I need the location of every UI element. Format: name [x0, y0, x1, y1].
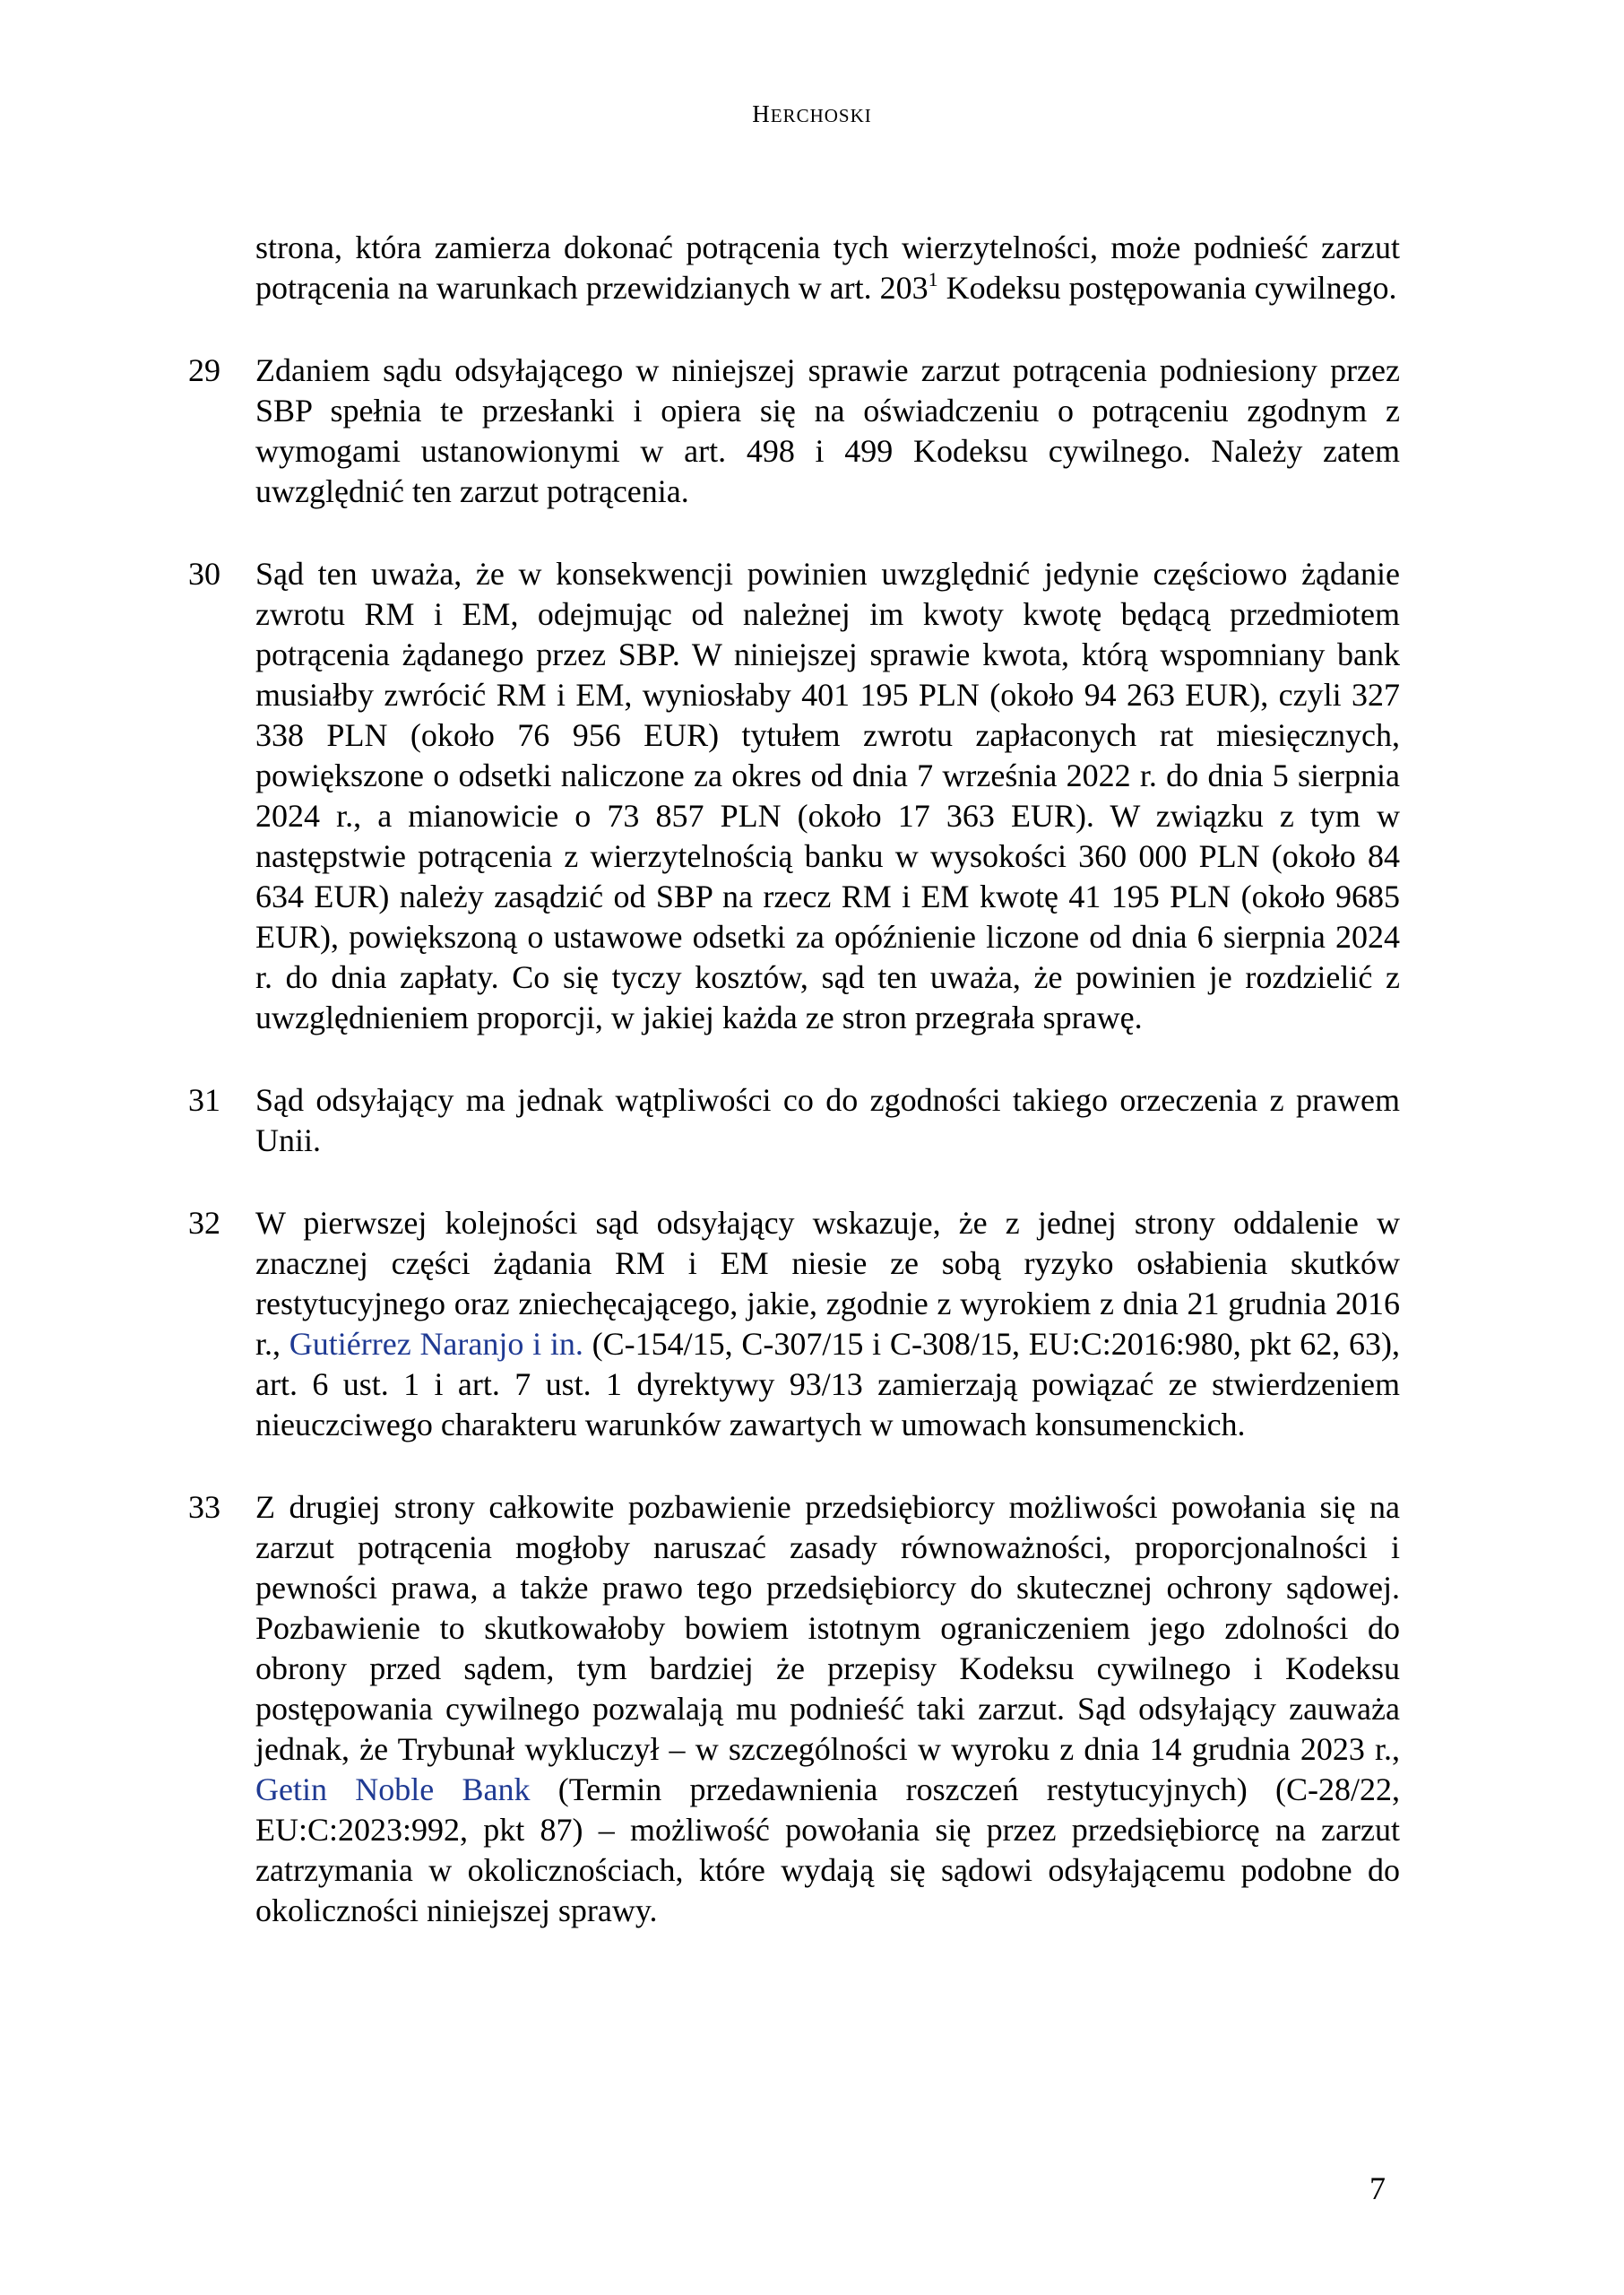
footnote-superscript: 1 — [928, 268, 938, 290]
paragraph-number: 30 — [188, 556, 220, 592]
header-rest: ERCHOSKI — [770, 105, 872, 126]
paragraph-30 — [188, 554, 1400, 1038]
paragraph-32 — [188, 1203, 1400, 1445]
paragraph-number: 33 — [188, 1489, 220, 1525]
paragraph-number: 29 — [188, 352, 220, 388]
paragraph-29 — [188, 351, 1400, 512]
paragraph-text: Zdaniem sądu odsyłającego w niniejszej sprawie zarzut potrącenia podniesiony przez SBP spełnia te przesłanki i opiera się na oświadczeniu o potrąceniu zgodnym z wymogami ustanowionymi w art. 498 i 499 Kodeksu cywilnego. Należy zatem uwzględnić ten zarzut potrącenia. — [255, 352, 1400, 509]
paragraph-number: 32 — [188, 1205, 220, 1241]
paragraph-text — [255, 228, 1400, 308]
paragraph-text-part: Kodeksu postępowania cywilnego. — [937, 270, 1397, 306]
paragraph-text — [255, 1203, 1400, 1445]
paragraph-text-part: strona, która zamierza dokonać potrącenia tych wierzytelności, może podnieść zarzut potrącenia na warunkach przewidzianych w art. 203 — [255, 230, 1400, 306]
paragraph-text-part: W pierwszej kolejności sąd odsyłający wskazuje, że z jednej strony oddalenie w znacznej części żądania RM i EM niesie ze sobą ryzyko osłabienia skutków restytucyjnego oraz zniechęcającego, jakie, zgodnie z wyrokiem z dnia 21 grudnia 2016 r., — [255, 1205, 1400, 1362]
paragraph-text: Sąd odsyłający ma jednak wątpliwości co do zgodności takiego orzeczenia z prawem Unii. — [255, 1082, 1400, 1158]
paragraph-31 — [188, 1080, 1400, 1161]
paragraph-33 — [188, 1487, 1400, 1931]
case-link-gutierrez-naranjo[interactable]: Gutiérrez Naranjo i in. — [289, 1326, 583, 1362]
paragraph-text: Sąd ten uważa, że w konsekwencji powinien uwzględnić jedynie częściowo żądanie zwrotu RM i EM, odejmując od należnej im kwoty kwotę będącą przedmiotem potrącenia żądanego przez SBP. W niniejszej sprawie kwota, którą wspomniany bank musiałby zwrócić RM i EM, wyniosłaby 401 195 PLN (około 94 263 EUR), czyli 327 338 PLN (około 76 956 EUR) tytułem zwrotu zapłaconych rat miesięcznych, powiększone o odsetki naliczone za okres od dnia 7 września 2022 r. do dnia 5 sierpnia 2024 r., a mianowicie o 73 857 PLN (około 17 363 EUR). W związku z tym w następstwie potrącenia z wierzytelnością banku w wysokości 360 000 PLN (około 84 634 EUR) należy zasądzić od SBP na rzecz RM i EM kwotę 41 195 PLN (około 9685 EUR), powiększoną o ustawowe odsetki za opóźnienie liczone od dnia 6 sierpnia 2024 r. do dnia zapłaty. Co się tyczy kosztów, sąd ten uważa, że powinien je rozdzielić z uwzględnieniem proporcji, w jakiej każda ze stron przegrała sprawę. — [255, 556, 1400, 1035]
paragraph-text — [255, 1487, 1400, 1931]
case-link-getin-noble-bank[interactable]: Getin Noble Bank — [255, 1771, 531, 1807]
paragraph-text-part: Z drugiej strony całkowite pozbawienie przedsiębiorcy możliwości powołania się na zarzut potrącenia mogłoby naruszać zasady równoważności, proporcjonalności i pewności prawa, a także prawo tego przedsiębiorcy do skutecznej ochrony sądowej. Pozbawienie to skutkowałoby bowiem istotnym ograniczeniem jego zdolności do obrony przed sądem, tym bardziej że przepisy Kodeksu cywilnego i Kodeksu postępowania cywilnego pozwalają mu podnieść taki zarzut. Sąd odsyłający zauważa jednak, że Trybunał wykluczył – w szczególności w wyroku z dnia 14 grudnia 2023 r., — [255, 1489, 1400, 1767]
paragraph-continuation — [188, 228, 1400, 308]
page-number: 7 — [1369, 2170, 1386, 2206]
paragraph-text-part: (C-154/15, C-307/15 i C-308/15, EU:C:2016:980, pkt 62, 63), art. 6 ust. 1 i art. 7 ust. 1 dyrektywy 93/13 zamierzają powiązać ze stwierdzeniem nieuczciwego charakteru warunków zawartych w umowach konsumenckich. — [255, 1326, 1400, 1442]
paragraph-number: 31 — [188, 1082, 220, 1118]
paragraph-text-part: (Termin przedawnienia roszczeń restytucyjnych) (C-28/22, EU:C:2023:992, pkt 87) – możliwość powołania się przez przedsiębiorcę na zarzut zatrzymania w okolicznościach, które wydają się sądowi odsyłającemu podobne do okoliczności niniejszej sprawy. — [255, 1771, 1400, 1928]
running-header — [0, 100, 1624, 128]
document-body — [188, 228, 1400, 1973]
header-initial: H — [752, 100, 771, 127]
